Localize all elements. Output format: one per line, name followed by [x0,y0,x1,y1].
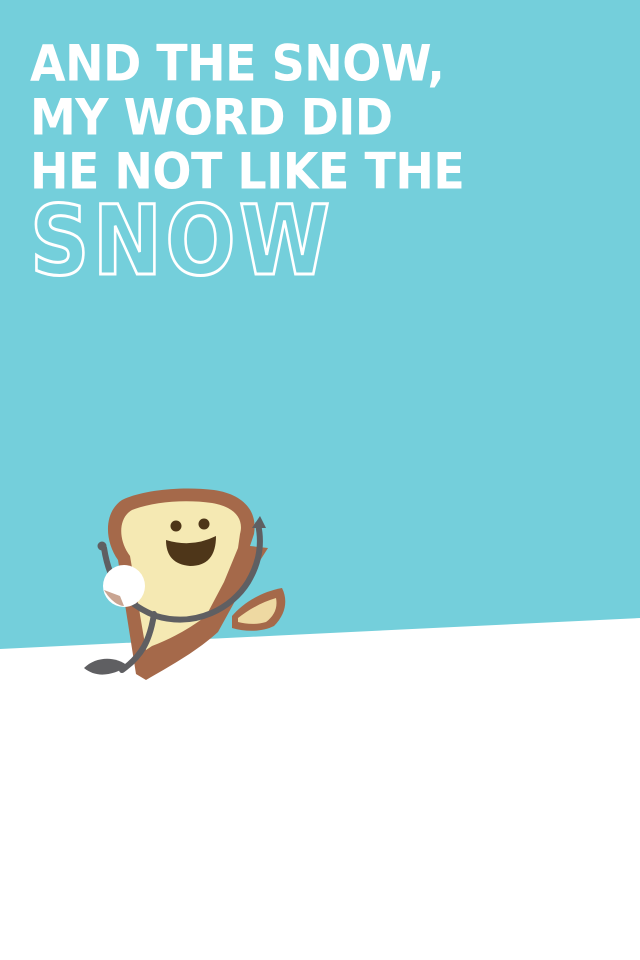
headline-line-3: HE NOT LIKE THE [30,141,465,201]
headline-line-1: AND THE SNOW, [30,33,445,93]
toast-left-eye [171,521,182,532]
toast-right-eye [199,519,210,530]
snow-emphasis-word: SNOW [30,185,334,297]
headline-line-2: MY WORD DID [30,87,393,147]
snowball-icon [103,565,145,607]
